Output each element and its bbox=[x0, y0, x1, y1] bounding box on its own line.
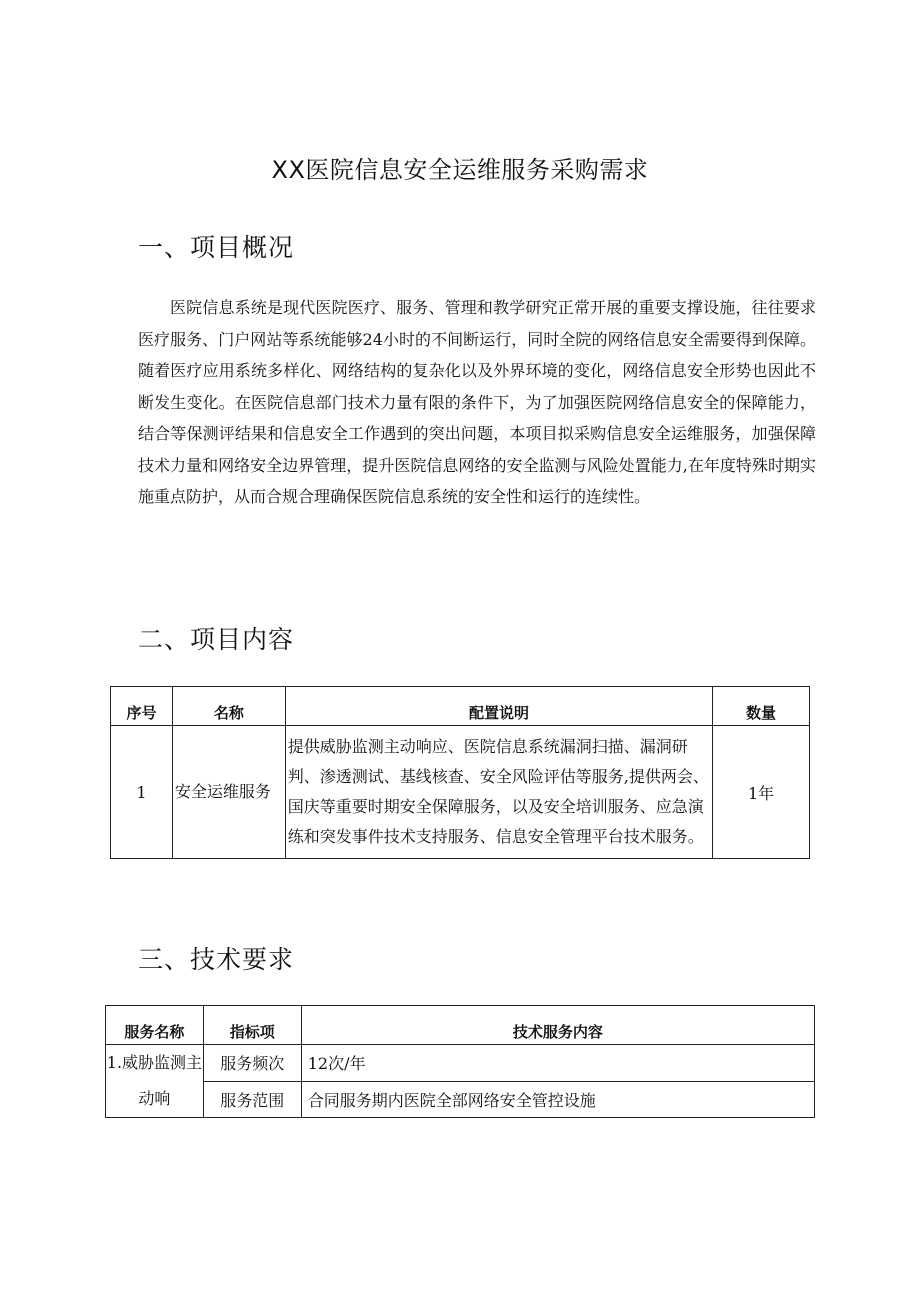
cell-content: 合同服务期内医院全部网络安全管控设施 bbox=[301, 1081, 814, 1118]
header-qty: 数量 bbox=[713, 687, 810, 726]
cell-desc: 提供威胁监测主动响应、医院信息系统漏洞扫描、漏洞研判、渗透测试、基线核查、安全风险评估等服务,提供两会、国庆等重要时期安全保障服务，以及安全培训服务、应急演练和突发事件技术支持服务、信息安全管理平台技术服务。 bbox=[285, 726, 712, 859]
section-1-heading: 一、项目概况 bbox=[138, 233, 295, 262]
cell-service-name: 1.威胁监测主动响 bbox=[106, 1045, 204, 1118]
header-service-name: 服务名称 bbox=[106, 1006, 204, 1045]
header-desc: 配置说明 bbox=[285, 687, 712, 726]
document-title: XX医院信息安全运维服务采购需求 bbox=[271, 156, 649, 184]
tech-requirements-table bbox=[105, 1005, 815, 1118]
project-content-table bbox=[110, 686, 810, 859]
cell-indicator: 服务范围 bbox=[203, 1081, 301, 1118]
table-row bbox=[106, 1081, 815, 1118]
table-header-row bbox=[106, 1006, 815, 1045]
cell-name: 安全运维服务 bbox=[172, 726, 285, 859]
header-name: 名称 bbox=[172, 687, 285, 726]
cell-no: 1 bbox=[111, 726, 173, 859]
cell-indicator: 服务频次 bbox=[203, 1045, 301, 1082]
table-header-row bbox=[111, 687, 810, 726]
header-indicator: 指标项 bbox=[203, 1006, 301, 1045]
cell-content: 12次/年 bbox=[301, 1045, 814, 1082]
header-no: 序号 bbox=[111, 687, 173, 726]
section-3-heading: 三、技术要求 bbox=[138, 945, 295, 974]
section-2-heading: 二、项目内容 bbox=[138, 625, 295, 654]
table-row bbox=[111, 726, 810, 859]
cell-qty: 1年 bbox=[713, 726, 810, 859]
header-content: 技术服务内容 bbox=[301, 1006, 814, 1045]
section-1-paragraph: 医院信息系统是现代医院医疗、服务、管理和教学研究正常开展的重要支撑设施，往往要求医疗服务、门户网站等系统能够24小时的不间断运行，同时全院的网络信息安全需要得到保障。随着医疗应用系统多样化、网络结构的复杂化以及外界环境的变化，网络信息安全形势也因此不断发生变化。在医院信息部门技术力量有限的条件下，为了加强医院网络信息安全的保障能力，结合等保测评结果和信息安全工作遇到的突出问题，本项目拟采购信息安全运维服务，加强保障技术力量和网络安全边界管理，提升医院信息网络的安全监测与风险处置能力,在年度特殊时期实施重点防护，从而合规合理确保医院信息系统的安全性和运行的连续性。 bbox=[138, 298, 816, 506]
table-row bbox=[106, 1045, 815, 1082]
